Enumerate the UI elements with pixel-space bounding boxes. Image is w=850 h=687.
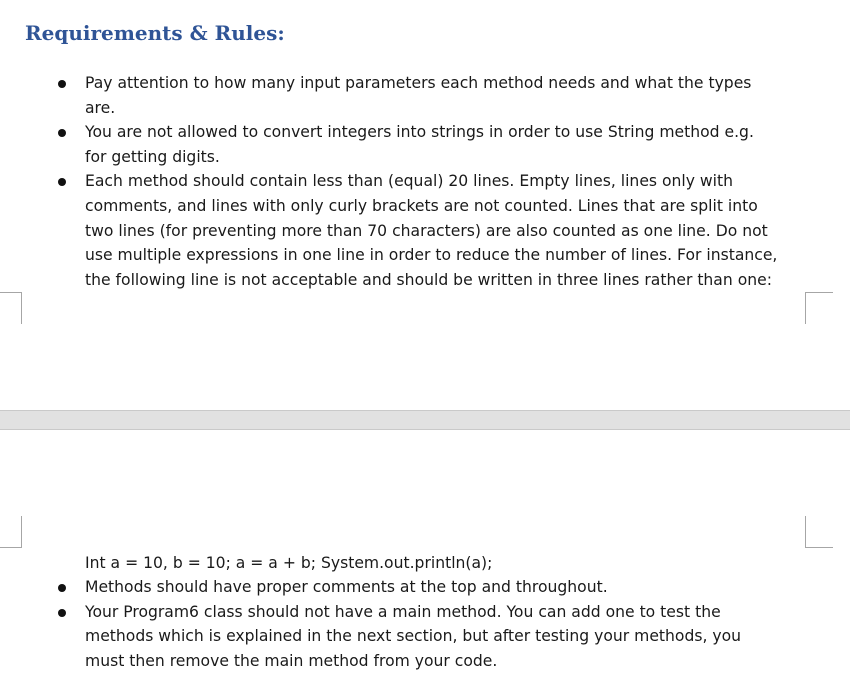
list-item-line: comments, and lines with only curly brackets are not counted. Lines that are split into <box>85 196 758 215</box>
list-item-line: for getting digits. <box>85 147 220 166</box>
list-item-line: Pay attention to how many input parameters each method needs and what the types <box>85 74 752 92</box>
page-corner-mark <box>0 292 22 324</box>
list-item <box>0 71 820 120</box>
section-heading: Requirements & Rules: <box>25 21 285 45</box>
bullet-icon <box>58 584 66 592</box>
list-item-line: two lines (for preventing more than 70 characters) are also counted as one line. Do not <box>85 221 768 240</box>
page-corner-mark <box>0 516 22 548</box>
code-example: Int a = 10, b = 10; a = a + b; System.out.println(a); <box>85 554 493 572</box>
bullet-icon <box>58 609 66 617</box>
bullet-icon <box>58 178 66 186</box>
list-item-line: methods which is explained in the next section, but after testing your methods, you <box>85 627 742 646</box>
list-item-line: use multiple expressions in one line in order to reduce the number of lines. For instance, <box>85 246 778 265</box>
list-item-line: You are not allowed to convert integers into strings in order to use String method e.g. <box>85 123 754 142</box>
page-break-gap <box>0 410 850 430</box>
list-item-line: must then remove the main method from your code. <box>85 651 498 670</box>
list-item <box>0 169 820 292</box>
bullet-icon <box>58 129 66 137</box>
list-item <box>0 600 820 674</box>
list-item <box>0 575 820 600</box>
list-item-line: the following line is not acceptable and should be written in three lines rather than one: <box>85 270 772 289</box>
requirements-list-bottom <box>0 575 820 673</box>
list-item-line: Your Program6 class should not have a main method. You can add one to test the <box>85 602 721 621</box>
page-corner-mark <box>805 516 833 548</box>
page-corner-mark <box>805 292 833 324</box>
bullet-icon <box>58 80 66 88</box>
list-item-line: are. <box>85 98 116 117</box>
requirements-list-top <box>0 71 820 292</box>
list-item <box>0 120 820 169</box>
list-item-line: Methods should have proper comments at the top and throughout. <box>85 578 608 596</box>
list-item-line: Each method should contain less than (equal) 20 lines. Empty lines, lines only with <box>85 172 734 191</box>
